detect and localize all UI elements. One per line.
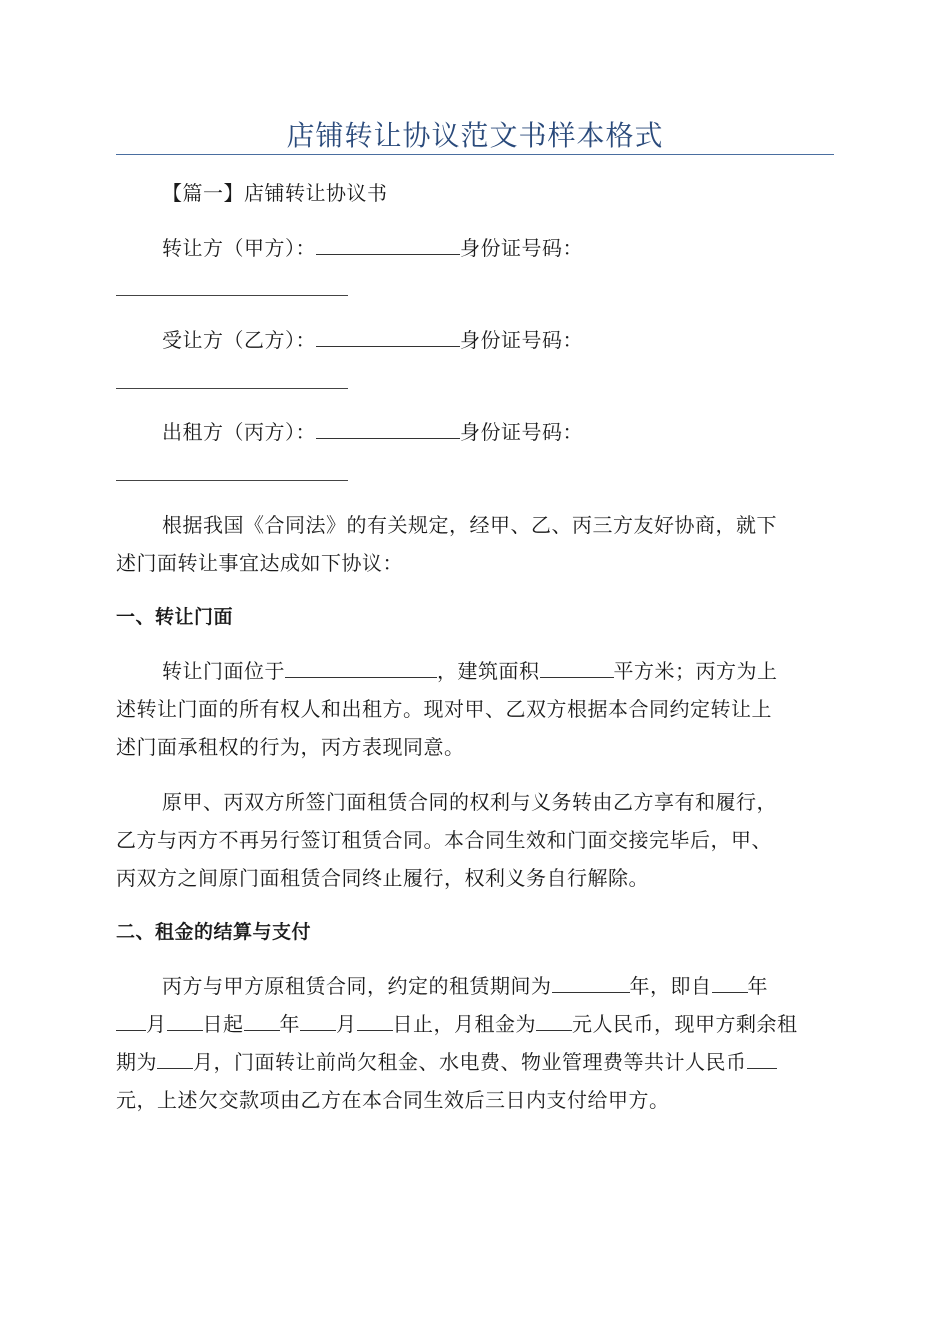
lease-period-label: 丙方与甲方原租赁合同，约定的租赁期间为 bbox=[162, 974, 552, 998]
section-header-text: 【篇一】店铺转让协议书 bbox=[162, 181, 388, 205]
arrears-label: 月，门面转让前尚欠租金、水电费、物业管理费等共计人民币 bbox=[193, 1050, 747, 1074]
section-header bbox=[116, 174, 834, 212]
transferor-name-blank[interactable] bbox=[316, 234, 460, 255]
location-blank[interactable] bbox=[285, 657, 437, 678]
transferor-line bbox=[116, 229, 834, 267]
section1-p1-line3: 述门面承租权的行为，丙方表现同意。 bbox=[116, 735, 465, 759]
lessor-id-blank[interactable] bbox=[116, 480, 348, 481]
section1-p1-line2: 述转让门面的所有权人和出租方。现对甲、乙双方根据本合同约定转让上 bbox=[116, 697, 772, 721]
transferor-id-label: 身份证号码： bbox=[460, 236, 583, 260]
monthly-rent-blank[interactable] bbox=[536, 1010, 572, 1031]
section2-line1 bbox=[116, 967, 834, 1005]
document-title: 店铺转让协议范文书样本格式 bbox=[286, 119, 664, 152]
section2-heading: 二、租金的结算与支付 bbox=[116, 921, 312, 943]
transferor-id-blank[interactable] bbox=[116, 295, 348, 296]
end-day-blank[interactable] bbox=[357, 1010, 393, 1031]
lessor-line bbox=[116, 413, 834, 451]
location-label: 转让门面位于 bbox=[162, 659, 285, 683]
remaining-months-blank[interactable] bbox=[157, 1048, 193, 1069]
title-underline bbox=[116, 154, 834, 155]
transferor-label: 转让方（甲方）： bbox=[162, 236, 316, 260]
from-label: 年，即自 bbox=[629, 974, 712, 998]
monthly-rent-label: 日止，月租金为 bbox=[392, 1012, 536, 1036]
term-label: 期为 bbox=[116, 1050, 157, 1074]
intro-line-2: 述门面转让事宜达成如下协议： bbox=[116, 551, 403, 575]
start-day-blank[interactable] bbox=[167, 1010, 203, 1031]
section1-heading: 一、转让门面 bbox=[116, 606, 234, 628]
month-text: 月 bbox=[146, 1012, 167, 1036]
sqm-text: 平方米；丙方为上 bbox=[613, 659, 778, 683]
transferee-id-label: 身份证号码： bbox=[460, 328, 583, 352]
section2-line4: 元，上述欠交款项由乙方在本合同生效后三日内支付给甲方。 bbox=[116, 1088, 670, 1112]
lessor-id-label: 身份证号码： bbox=[460, 420, 583, 444]
end-month-blank[interactable] bbox=[300, 1010, 336, 1031]
year-text: 年 bbox=[747, 974, 768, 998]
section2-line2 bbox=[116, 1005, 834, 1043]
start-year-blank[interactable] bbox=[712, 972, 748, 993]
start-month-blank[interactable] bbox=[116, 1010, 146, 1031]
section1-p1-line1 bbox=[116, 652, 834, 690]
lessor-name-blank[interactable] bbox=[316, 418, 460, 439]
section2-line3 bbox=[116, 1043, 834, 1081]
transferee-name-blank[interactable] bbox=[316, 326, 460, 347]
lessor-label: 出租方（丙方）： bbox=[162, 420, 316, 444]
end-year-blank[interactable] bbox=[244, 1010, 280, 1031]
end-year-text: 年 bbox=[279, 1012, 300, 1036]
remaining-term-label: 元人民币，现甲方剩余租 bbox=[572, 1012, 798, 1036]
end-month-text: 月 bbox=[336, 1012, 357, 1036]
section1-p2-line3: 丙双方之间原门面租赁合同终止履行，权利义务自行解除。 bbox=[116, 866, 649, 890]
transferee-line bbox=[116, 321, 834, 359]
lease-years-blank[interactable] bbox=[552, 972, 630, 993]
area-label: ，建筑面积 bbox=[437, 659, 540, 683]
arrears-amount-blank[interactable] bbox=[747, 1048, 777, 1069]
transferee-id-blank[interactable] bbox=[116, 388, 348, 389]
section1-p2-line2: 乙方与丙方不再另行签订租赁合同。本合同生效和门面交接完毕后，甲、 bbox=[116, 828, 772, 852]
intro-line-1: 根据我国《合同法》的有关规定，经甲、乙、丙三方友好协商，就下 bbox=[162, 513, 777, 537]
day-start-text: 日起 bbox=[202, 1012, 244, 1036]
section1-p2-line1: 原甲、丙双方所签门面租赁合同的权利与义务转由乙方享有和履行， bbox=[162, 790, 777, 814]
transferee-label: 受让方（乙方）： bbox=[162, 328, 316, 352]
area-blank[interactable] bbox=[540, 657, 614, 678]
